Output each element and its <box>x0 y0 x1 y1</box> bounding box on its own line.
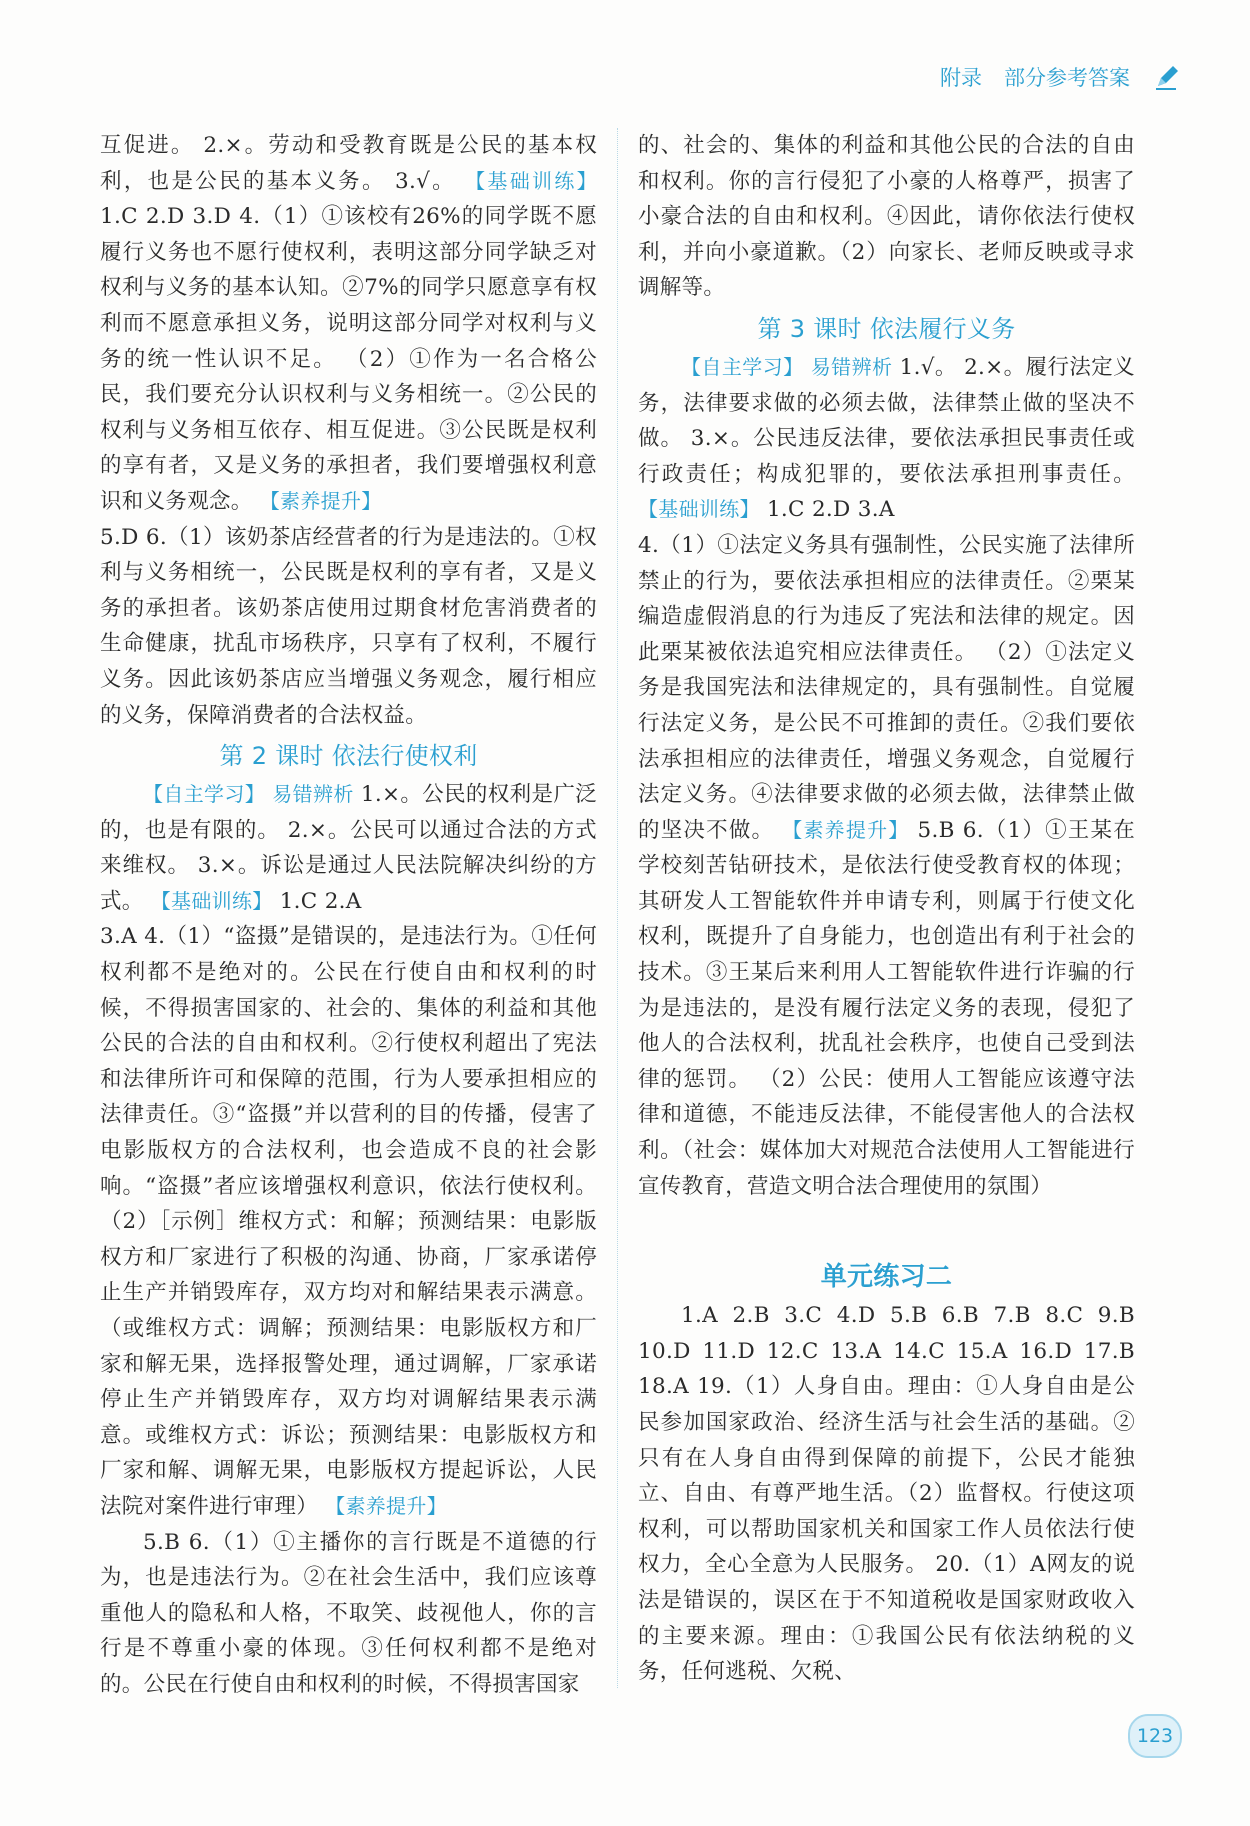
pencil-icon <box>1152 62 1182 92</box>
left-column <box>100 128 597 1703</box>
section-tag: 【自主学习】 <box>143 782 266 807</box>
section-tag: 【基础训练】 <box>150 888 273 913</box>
header-section-title: 部分参考答案 <box>1004 66 1130 90</box>
page-number: 123 <box>1128 1714 1182 1758</box>
paragraph: 5.B 6.（1）①主播你的言行既是不道德的行为，也是违法行为。②在社会生活中，我们应该尊重他人的隐私和人格，不取笑、歧视他人，你的言行是不尊重小豪的体现。③任何权利都不是绝对的。公民在行使自由和权利的时候，不得损害国家 <box>100 1529 597 1697</box>
section-tag: 【自主学习】 <box>681 354 804 379</box>
section-tag: 易错辨析 <box>272 782 354 807</box>
lesson-title: 第 2 课时 依法行使权利 <box>219 742 478 771</box>
lesson-title: 第 3 课时 依法履行义务 <box>757 314 1016 343</box>
paragraph: 4.（1）①法定义务具有强制性，公民实施了法律所禁止的行为，要依法承担相应的法律责任。②栗某编造虚假消息的行为违反了宪法和法律的规定。因此栗某被依法追究相应法律责任。 （2）①法定义务是我国宪法和法律规定的，具有强制性。自觉履行法定义务，是公民不可推卸的责任。②我们要依法承担相应的法律责任，增强义务观念，自觉履行法定义务。④法律要求做的必须去做，法律禁止做的坚决不做。 【素养提升】 5.B 6.（1）①王某在学校刻苦钻研技术，是依法行使受教育权的体现；其研发人工智能软件并申请专利，则属于行使文化权利，既提升了自身能力，也创造出有利于社会的技术。③王某后来利用人工智能软件进行诈骗的行为是违法的，是没有履行法定义务的表现，侵犯了他人的合法权利，扰乱社会秩序，也使自己受到法律的惩罚。 （2）公民：使用人工智能应该遵守法律和道德，不能违反法律，不能侵害他人的合法权利。（社会：媒体加大对规范合法使用人工智能进行宣传教育，营造文明合法合理使用的氛围） <box>638 532 1136 1199</box>
header-appendix: 附录 <box>940 66 982 90</box>
paragraph: 3.A 4.（1）“盗摄”是错误的，是违法行为。①任何权利都不是绝对的。公民在行使自由和权利的时候，不得损害国家的、社会的、集体的利益和其他公民的合法的自由和权利。②行使权利超出了宪法和法律所许可和保障的范围，行为人要承担相应的法律责任。③“盗摄”并以营利的目的传播，侵害了电影版权方的合法权利，也会造成不良的社会影响。“盗摄”者应该增强权利意识，依法行使权利。 （2）［示例］维权方式：和解；预测结果：电影版权方和厂家进行了积极的沟通、协商，厂家承诺停止生产并销毁库存，双方均对和解结果表示满意。（或维权方式：调解；预测结果：电影版权方和厂家和解无果，选择报警处理，通过调解，厂家承诺停止生产并销毁库存，双方均对调解结果表示满意。或维权方式：诉讼；预测结果：电影版权方和厂家和解、调解无果，电影版权方提起诉讼，人民法院对案件进行审理） 【素养提升】 <box>100 924 597 1519</box>
page-header <box>940 62 1182 92</box>
paragraph: 1.A 2.B 3.C 4.D 5.B 6.B 7.B 8.C 9.B 10.D 11.D 12.C 13.A 14.C 15.A 16.D 17.B 18.A 19.（1）人身自由。理由：①人身自由是公民参加国家政治、经济生活与社会生活的基础。②只有在人身自由得到保障的前提下，公民才能独立、自由、有尊严地生活。（2）监督权。行使这项权利，可以帮助国家机关和国家工作人员依法行使权力，全心全意为人民服务。 20.（1）A网友的说法是错误的，误区在于不知道税收是国家财政收入的主要来源。理由：①我国公民有依法纳税的义务，任何逃税、欠税、 <box>638 1303 1135 1685</box>
column-divider <box>617 128 618 1688</box>
paragraph: 互促进。 2.×。劳动和受教育既是公民的基本权利，也是公民的基本义务。 3.√。 【基础训练】 1.C 2.D 3.D 4.（1）①该校有26%的同学既不愿履行义务也不愿行使权利，表明这部分同学缺乏对权利与义务的基本认知。②7%的同学只愿意享有权利而不愿意承担义务，说明这部分同学对权利与义务的统一性认识不足。 （2）①作为一名合格公民，我们要充分认识权利与义务相统一。②公民的权利与义务相互依存、相互促进。③公民既是权利的享有者，又是义务的承担者，我们要增强权利意识和义务观念。 【素养提升】 <box>100 133 597 514</box>
section-tag: 【基础训练】 <box>465 168 597 193</box>
right-column <box>638 128 1135 1690</box>
unit-title: 单元练习二 <box>820 1262 953 1293</box>
section-tag: 【素养提升】 <box>259 488 382 513</box>
section-tag: 【素养提升】 <box>782 817 910 842</box>
paragraph: 【自主学习】 易错辨析 1.×。公民的权利是广泛的，也是有限的。 2.×。公民可以通过合法的方式来维权。 3.×。诉讼是通过人民法院解决纠纷的方式。 【基础训练】 1.C 2.A <box>100 782 597 914</box>
section-tag: 【素养提升】 <box>325 1493 447 1518</box>
section-tag: 易错辨析 <box>810 354 893 379</box>
section-tag: 【基础训练】 <box>638 497 760 522</box>
paragraph: 的、社会的、集体的利益和其他公民的合法的自由和权利。你的言行侵犯了小豪的人格尊严，损害了小豪合法的自由和权利。④因此，请你依法行使权利，并向小豪道歉。（2）向家长、老师反映或寻求调解等。 <box>638 133 1135 301</box>
paragraph: 【自主学习】 易错辨析 1.√。 2.×。履行法定义务，法律要求做的必须去做，法律禁止做的坚决不做。 3.×。公民违反法律，要依法承担民事责任或行政责任；构成犯罪的，要依法承担刑事责任。 【基础训练】 1.C 2.D 3.A <box>638 354 1135 523</box>
paragraph: 5.D 6.（1）该奶茶店经营者的行为是违法的。①权利与义务相统一，公民既是权利的享有者，又是义务的承担者。该奶茶店使用过期食材危害消费者的生命健康，扰乱市场秩序，只享有了权利，不履行义务。因此该奶茶店应当增强义务观念，履行相应的义务，保障消费者的合法权益。 <box>100 524 597 728</box>
